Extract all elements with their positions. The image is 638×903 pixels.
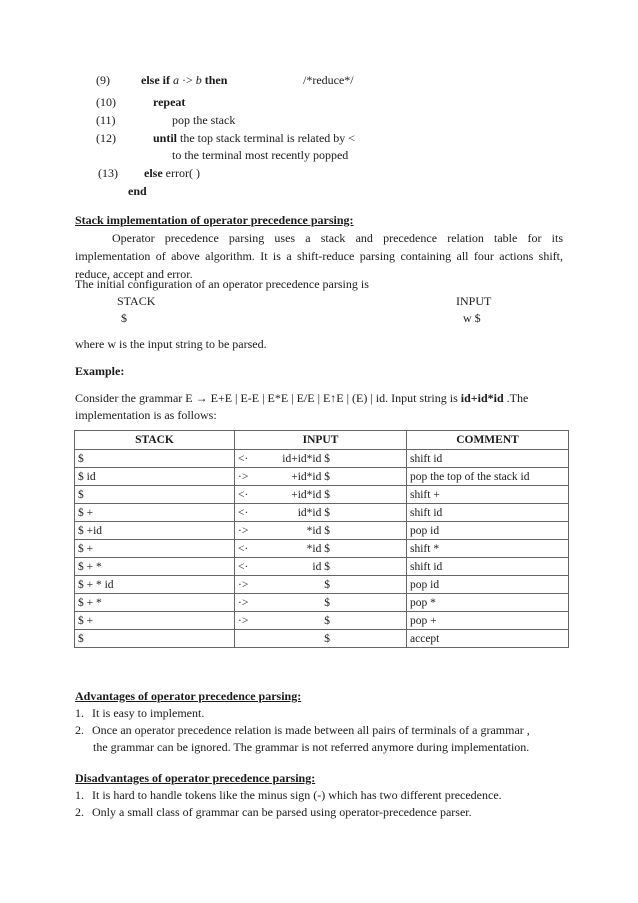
stack-cell: $ + * [75,594,235,612]
algorithm-line-10: repeat [153,95,186,109]
relation-symbol: <· [238,560,249,573]
stack-cell: $ [75,486,235,504]
comment-cell: shift id [407,558,569,576]
input-string: +id*id $ [291,488,330,501]
line-number: (12) [96,131,116,145]
input-string: $ [324,614,330,627]
example-line-1: Consider the grammar E → E+E | E-E | E*E | E/E | E↑E | (E) | id. Input string is id+id*id .The [75,391,529,405]
input-string: $ [324,596,330,609]
input-cell [235,468,407,486]
input-string: $ [324,578,330,591]
paragraph-line: reduce, accept and error. [75,267,193,281]
initial-config-text: The initial configuration of an operator precedence parsing is [75,277,369,291]
where-text: where w is the input string to be parsed. [75,337,267,351]
input-value: w $ [463,311,481,325]
stack-cell: $ + [75,540,235,558]
column-header-stack: STACK [75,431,235,450]
algorithm-line-12: until the top stack terminal is related by < [153,131,356,145]
list-item: 2. Once an operator precedence relation is made between all pairs of terminals of a grammar , [75,723,530,737]
example-heading: Example: [75,364,125,378]
section-heading-advantages: Advantages of operator precedence parsing: [75,689,302,703]
line-number: (11) [96,113,116,127]
table-row [75,612,569,630]
comment-cell: accept [407,630,569,648]
stack-cell: $ [75,450,235,468]
input-cell [235,486,407,504]
stack-cell: $ + [75,504,235,522]
table-row [75,450,569,468]
input-string: id+id*id $ [282,452,330,465]
comment-cell: pop + [407,612,569,630]
input-cell [235,540,407,558]
stack-value: $ [121,311,127,325]
input-cell [235,450,407,468]
input-string: *id $ [306,524,330,537]
table-row [75,630,569,648]
relation-symbol: ·> [238,614,249,627]
relation-symbol: ·> [238,524,249,537]
relation-symbol: <· [238,542,249,555]
list-item-continuation: the grammar can be ignored. The grammar is not referred anymore during implementation. [93,740,530,754]
stack-cell: $ +id [75,522,235,540]
stack-cell: $ + [75,612,235,630]
column-header-comment: COMMENT [407,431,569,450]
stack-cell: $ [75,630,235,648]
comment-cell: pop the top of the stack id [407,468,569,486]
input-cell [235,630,407,648]
column-header-input: INPUT [235,431,407,450]
input-cell [235,522,407,540]
relation-symbol: <· [238,488,249,501]
input-string: +id*id $ [291,470,330,483]
line-number: (9) [96,73,110,87]
paragraph-line: implementation of above algorithm. It is a shift-reduce parsing containing all four actions shift, [75,249,563,263]
list-item: 1. It is easy to implement. [75,706,205,720]
comment-cell: shift id [407,450,569,468]
algorithm-end: end [128,184,147,198]
input-cell [235,594,407,612]
stack-cell: $ id [75,468,235,486]
list-item: 1. It is hard to handle tokens like the minus sign (-) which has two different precedence. [75,788,502,802]
input-string: id $ [312,560,330,573]
paragraph-line: Operator precedence parsing uses a stack and precedence relation table for its [112,231,563,245]
relation-symbol: <· [238,506,249,519]
table-row [75,468,569,486]
algorithm-line-13: else error( ) [144,166,200,180]
input-cell [235,504,407,522]
comment-cell: shift + [407,486,569,504]
stack-label: STACK [117,294,156,308]
input-cell [235,558,407,576]
comment-cell: pop id [407,576,569,594]
stack-cell: $ + * [75,558,235,576]
parsing-table [74,430,569,648]
table-row [75,576,569,594]
line-number: (13) [98,166,118,180]
comment-cell: shift id [407,504,569,522]
table-row [75,522,569,540]
input-cell [235,612,407,630]
input-string: $ [324,632,330,645]
algorithm-line-11: pop the stack [172,113,236,127]
section-heading-disadvantages: Disadvantages of operator precedence parsing: [75,771,316,785]
table-row [75,504,569,522]
line-number: (10) [96,95,116,109]
input-string: *id $ [306,542,330,555]
algorithm-line-9: else if a ·> b then [141,73,228,87]
input-label: INPUT [456,294,492,308]
algorithm-line-12-cont: to the terminal most recently popped [172,148,349,162]
comment-cell: shift * [407,540,569,558]
input-string: id*id $ [297,506,330,519]
reduce-comment: /*reduce*/ [303,73,354,87]
table-row [75,540,569,558]
table-row [75,558,569,576]
list-item: 2. Only a small class of grammar can be parsed using operator-precedence parser. [75,805,472,819]
section-heading-stack: Stack implementation of operator precedence parsing: [75,213,354,227]
relation-symbol: ·> [238,596,249,609]
relation-symbol: <· [238,452,249,465]
relation-symbol: ·> [238,470,249,483]
table-header-row [75,431,569,450]
example-line-2: implementation is as follows: [75,408,217,422]
table-row [75,486,569,504]
stack-paragraph [75,229,563,283]
input-cell [235,576,407,594]
stack-cell: $ + * id [75,576,235,594]
comment-cell: pop id [407,522,569,540]
relation-symbol: ·> [238,578,249,591]
table-row [75,594,569,612]
comment-cell: pop * [407,594,569,612]
